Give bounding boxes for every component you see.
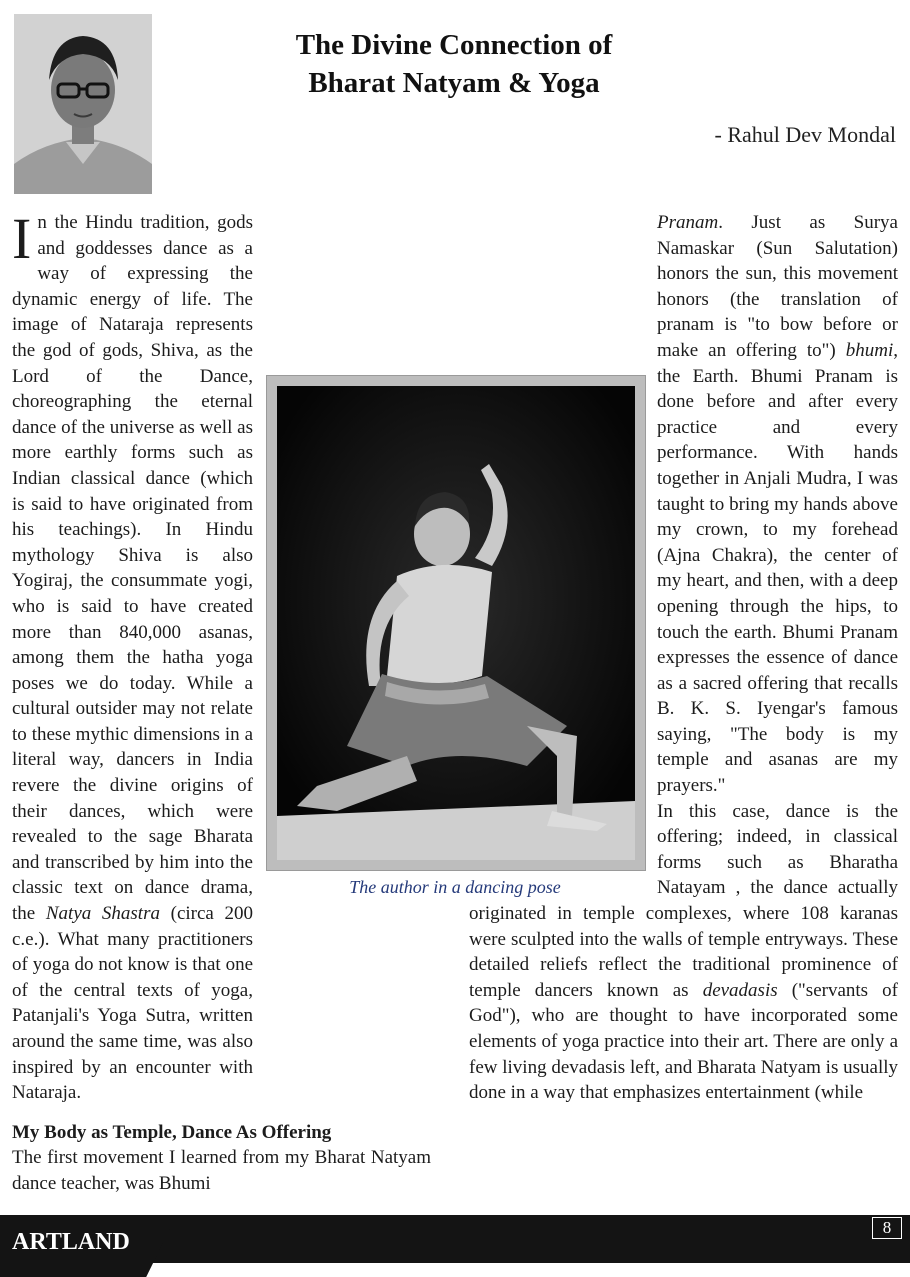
dancer-photo-frame xyxy=(266,375,646,871)
drop-cap: I xyxy=(12,206,32,271)
author-portrait-image xyxy=(14,14,152,194)
title-line-2: Bharat Natyam & Yoga xyxy=(308,67,600,99)
right-paragraph-1: Pranam. Just as Surya Namaskar (Sun Salutation) honors the sun, this movement honors (the translation of pranam is "to bow before or make an offering to") bhumi, the Earth. Bhumi Pranam is done before and after every practice and every performance. With hands together in Anjali Mudra, I was taught to bring my hands above my crown, to my forehead (Ajna Chakra), the center of my heart, and then, with a deep opening through the hips, to touch the earth. Bhumi Pranam expresses the essence of dance as a sacred offering that recalls B. K. S. Iyengar's famous saying, "The body is my temple and asanas are my prayers." xyxy=(657,212,898,797)
left-paragraph-2: The first movement I learned from my Bharat Natyam dance teacher, was Bhumi xyxy=(12,1147,431,1194)
title-line-1: The Divine Connection of xyxy=(295,29,613,61)
right-paragraph-2: In this case, dance is the offering; indeed, in classical forms such as Bharatha Natayam , the dance actually originated in temple complexes, where 108 karanas were sculpted into the walls of temple entryways. These detailed reliefs reflect the traditional prominence of temple dancers known as devadasis ("servants of God"), who are thought to have incorporated some elements of yoga practice into their art. There are only a few living devadasis left, and Bharata Natyam is usually done in a way that emphasizes entertainment (while xyxy=(469,800,898,1104)
article-title xyxy=(180,26,728,102)
dancer-image xyxy=(277,386,635,860)
figure-caption: The author in a dancing pose xyxy=(349,877,561,897)
section-subheading: My Body as Temple, Dance As Offering xyxy=(12,1121,332,1143)
magazine-brand: ARTLAND xyxy=(12,1229,130,1255)
author-photo xyxy=(14,14,152,194)
dancer-photo xyxy=(277,386,635,860)
left-paragraph-1: In the Hindu tradition, gods and goddesses dance as a way of expressing the dynamic energy of life. The image of Nataraja represents the god of gods, Shiva, as the Lord of the Dance, choreographing the eternal dance of the universe as well as more earthly forms such as Indian classical dance (which is said to have originated from his teachings). In Hindu mythology Shiva is also Yogiraj, the consummate yogi, who is said to have created more than 840,000 asanas, among them the hatha yoga poses we do today. While a cultural outsider may not relate to these mythic dimensions in a literal way, dancers in India revere the divine origins of their dances, which were revealed to the sage Bharata and transcribed by him into the classic text on dance drama, the Natya Shastra (circa 200 c.e.). What many practitioners of yoga do not know is that one of the central texts of yoga, Patanjali's Yoga Sutra, written around the same time, was also inspired by an encounter with Nataraja. xyxy=(12,206,254,1104)
page-number: 8 xyxy=(872,1217,902,1239)
page-footer xyxy=(0,1215,910,1277)
author-byline: - Rahul Dev Mondal xyxy=(714,122,896,147)
